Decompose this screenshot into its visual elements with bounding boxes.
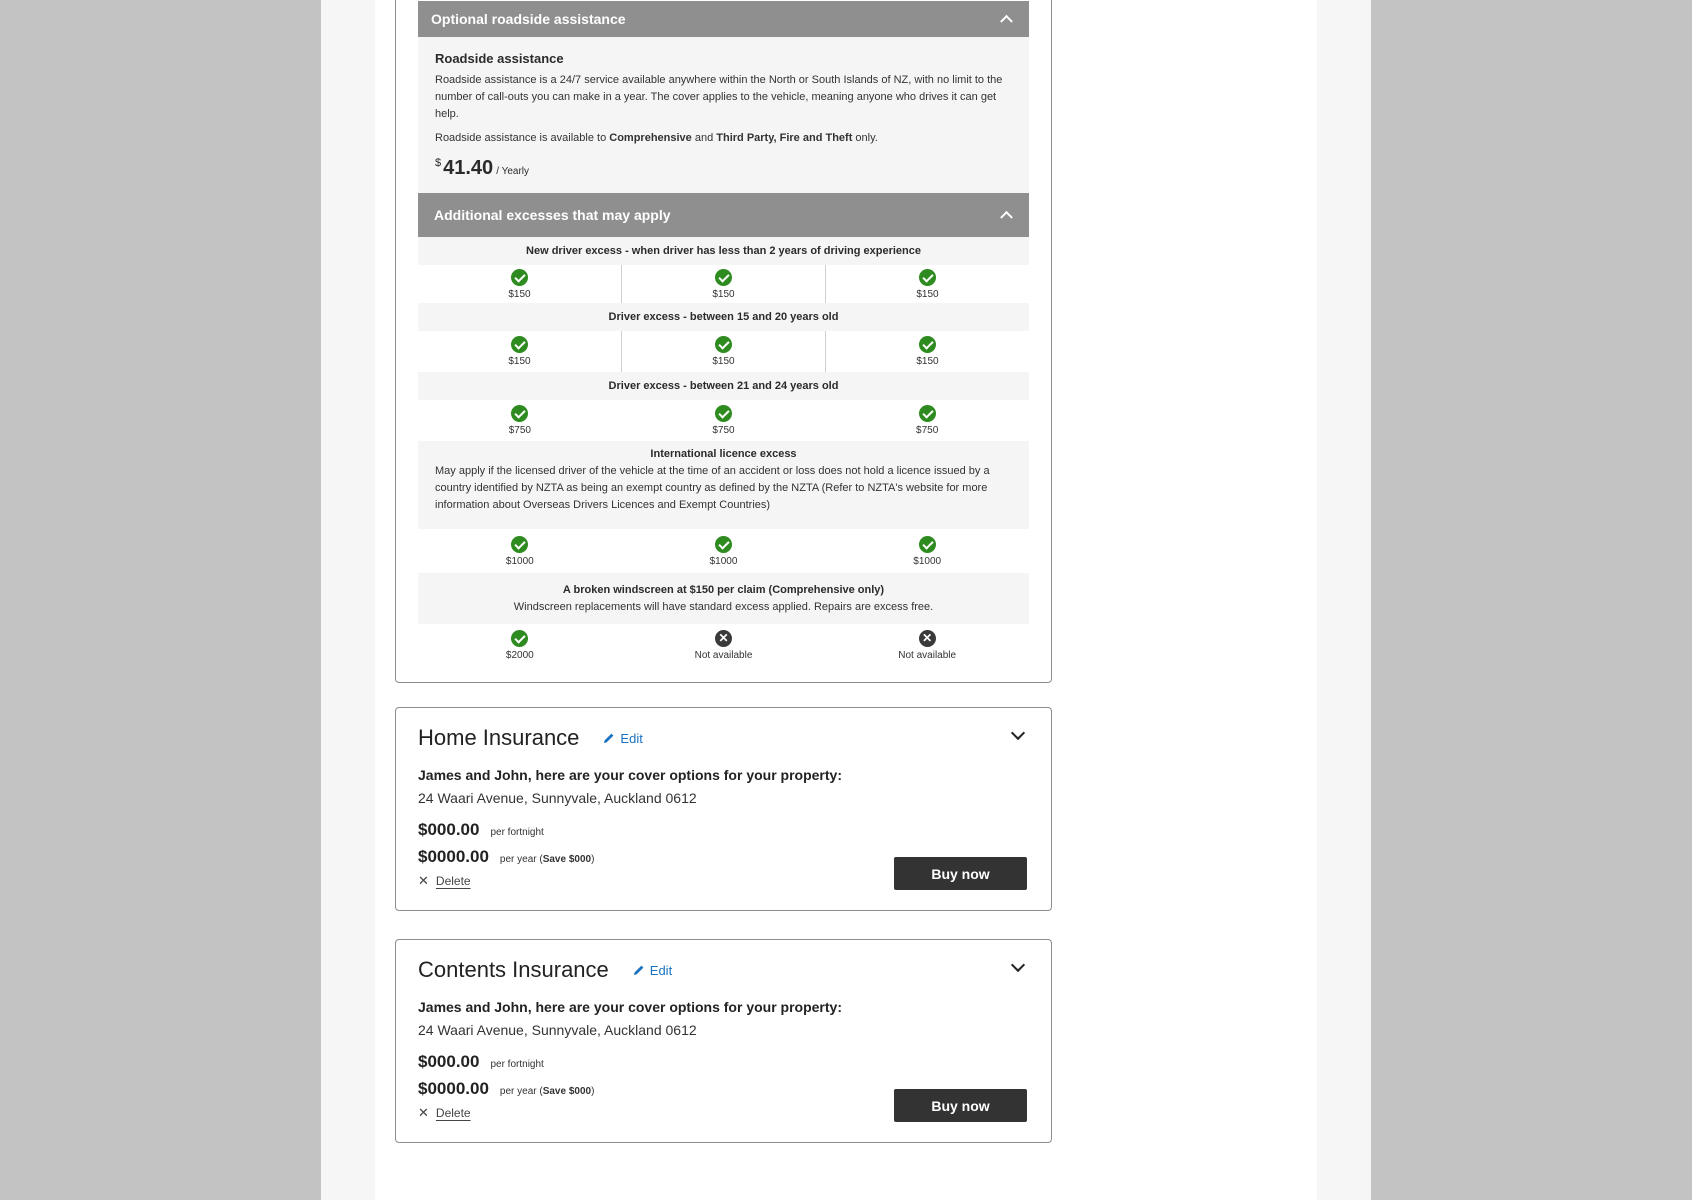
delete-label: Delete — [435, 874, 471, 888]
close-icon: ✕ — [418, 873, 429, 888]
fortnight-amount: $000.00 — [418, 820, 480, 839]
excess-values-row — [418, 529, 1029, 573]
check-circle-icon — [919, 336, 936, 353]
yearly-amount: $0000.00 — [418, 847, 489, 866]
excess-value: Not available — [898, 649, 957, 661]
excess-value: $150 — [712, 356, 735, 367]
excess-cell — [825, 400, 1029, 441]
roadside-section-header[interactable] — [418, 1, 1029, 37]
currency-symbol: $ — [435, 157, 442, 169]
excess-cell — [418, 624, 622, 666]
excess-value: $150 — [508, 356, 531, 367]
excess-row-title: A broken windscreen at $150 per claim (Comprehensive only) — [562, 584, 885, 596]
property-address: 24 Waari Avenue, Sunnyvale, Auckland 0612 — [418, 1022, 697, 1038]
yearly-price-row — [418, 847, 594, 867]
fortnight-amount: $000.00 — [418, 1052, 480, 1071]
buy-now-button[interactable]: Buy now — [894, 857, 1027, 890]
chevron-down-icon[interactable] — [1011, 726, 1025, 740]
yearly-label-post: ) — [591, 854, 595, 865]
excess-value: $1000 — [913, 555, 942, 567]
chevron-up-icon[interactable] — [1000, 211, 1013, 224]
excess-cell — [418, 400, 622, 441]
contents-insurance-card — [395, 939, 1052, 1143]
excess-cell — [418, 331, 621, 372]
edit-link[interactable] — [603, 731, 642, 746]
excess-row-title: Driver excess - between 15 and 20 years old — [418, 303, 1029, 331]
excesses-section-title: Additional excesses that may apply — [434, 207, 671, 223]
roadside-section-title: Optional roadside assistance — [431, 11, 626, 27]
excess-cell — [622, 400, 826, 441]
excess-value: Not available — [694, 649, 753, 661]
yearly-label-pre: per year ( — [499, 1086, 543, 1097]
excess-value: $2000 — [505, 649, 534, 661]
edit-label: Edit — [620, 730, 643, 746]
excess-row-description: Windscreen replacements will have standard excess applied. Repairs are excess free. — [513, 601, 934, 613]
excess-row-header — [418, 441, 1029, 529]
excess-row-title: New driver excess - when driver has less than 2 years of driving experience — [418, 237, 1029, 265]
roadside-price-period: / Yearly — [496, 166, 529, 177]
yearly-label — [500, 1086, 595, 1097]
excess-cell — [825, 265, 1029, 303]
excess-value: $750 — [712, 425, 735, 436]
x-circle-icon: ✕ — [919, 630, 936, 647]
fortnight-price-row — [418, 820, 544, 840]
roadside-description: Roadside assistance is a 24/7 service available anywhere within the North or South Islands of NZ, with no limit to the number of call-outs you can make in a year. The cover applies to the vehicle, meaning anyone who drives it can get help. — [435, 74, 1003, 120]
excesses-table — [418, 237, 1029, 666]
availability-and: and — [691, 132, 717, 144]
excess-row-header — [418, 573, 1029, 624]
chevron-down-icon[interactable] — [1011, 958, 1025, 972]
check-circle-icon — [511, 269, 528, 286]
excess-cell — [621, 331, 825, 372]
check-circle-icon — [715, 536, 732, 553]
excess-cell — [418, 265, 621, 303]
excess-values-row — [418, 331, 1029, 372]
check-circle-icon — [511, 336, 528, 353]
excess-row-title: International licence excess — [650, 448, 797, 460]
yearly-label — [500, 854, 595, 865]
check-circle-icon — [511, 405, 528, 422]
excess-values-row — [418, 400, 1029, 441]
edit-link[interactable] — [633, 963, 672, 978]
roadside-availability — [435, 130, 1012, 147]
excess-cell — [418, 529, 622, 573]
excess-cell — [622, 624, 826, 666]
check-circle-icon — [919, 536, 936, 553]
excess-row-title: Driver excess - between 21 and 24 years old — [418, 372, 1029, 400]
card-title-row — [418, 957, 672, 983]
home-insurance-card — [395, 707, 1052, 911]
roadside-price-amount: 41.40 — [443, 157, 494, 179]
check-circle-icon — [919, 269, 936, 286]
excess-value: $150 — [712, 288, 735, 300]
availability-prefix: Roadside assistance is available to — [435, 132, 610, 144]
close-icon: ✕ — [418, 1105, 429, 1120]
fortnight-label: per fortnight — [490, 1059, 544, 1070]
excess-cell — [825, 331, 1029, 372]
excesses-section-header[interactable] — [418, 193, 1029, 237]
excess-value: $150 — [508, 288, 531, 300]
card-title-row — [418, 725, 643, 751]
delete-link[interactable] — [418, 873, 471, 889]
pencil-icon — [633, 964, 645, 976]
excess-values-row — [418, 624, 1029, 666]
check-circle-icon — [715, 405, 732, 422]
fortnight-label: per fortnight — [490, 827, 544, 838]
roadside-title: Roadside assistance — [435, 51, 564, 66]
edit-label: Edit — [649, 962, 673, 978]
excess-value: $150 — [916, 288, 939, 300]
card-title: Home Insurance — [418, 725, 580, 750]
delete-label: Delete — [435, 1106, 471, 1120]
x-circle-icon: ✕ — [715, 630, 732, 647]
excess-value: $1000 — [709, 555, 738, 567]
card-lead-text: James and John, here are your cover options for your property: — [418, 767, 842, 783]
excess-value: $750 — [916, 425, 939, 436]
yearly-amount: $0000.00 — [418, 1079, 489, 1098]
card-title: Contents Insurance — [418, 957, 609, 982]
roadside-panel — [418, 37, 1029, 193]
pencil-icon — [603, 732, 615, 744]
excess-cell — [621, 265, 825, 303]
yearly-label-post: ) — [591, 1086, 595, 1097]
excess-cell — [825, 624, 1029, 666]
yearly-label-pre: per year ( — [499, 854, 543, 865]
motor-insurance-card — [395, 0, 1052, 683]
chevron-up-icon[interactable] — [1000, 15, 1013, 28]
check-circle-icon — [715, 269, 732, 286]
buy-now-button[interactable]: Buy now — [894, 1089, 1027, 1122]
check-circle-icon — [715, 336, 732, 353]
check-circle-icon — [511, 536, 528, 553]
availability-tpft: Third Party, Fire and Theft — [716, 132, 853, 144]
property-address: 24 Waari Avenue, Sunnyvale, Auckland 0612 — [418, 790, 697, 806]
excess-value: $1000 — [505, 555, 534, 567]
roadside-price — [435, 157, 1012, 180]
check-circle-icon — [919, 405, 936, 422]
excess-value: $750 — [508, 425, 531, 436]
availability-comprehensive: Comprehensive — [609, 132, 692, 144]
excess-row-description: May apply if the licensed driver of the vehicle at the time of an accident or loss does not hold a licence issued by a country identified by NZTA as being an exempt country as defined by the NZTA (Refer to NZTA's website for more information about Overseas Drivers Licences and Exempt Countries) — [435, 465, 990, 511]
excess-cell — [622, 529, 826, 573]
excess-value: $150 — [916, 356, 939, 367]
yearly-price-row — [418, 1079, 594, 1099]
yearly-save: Save $000 — [542, 1086, 592, 1097]
availability-suffix: only. — [852, 132, 878, 144]
card-lead-text: James and John, here are your cover options for your property: — [418, 999, 842, 1015]
excess-values-row — [418, 265, 1029, 303]
check-circle-icon — [511, 630, 528, 647]
excess-cell — [825, 529, 1029, 573]
fortnight-price-row — [418, 1052, 544, 1072]
yearly-save: Save $000 — [542, 854, 592, 865]
delete-link[interactable] — [418, 1105, 471, 1121]
